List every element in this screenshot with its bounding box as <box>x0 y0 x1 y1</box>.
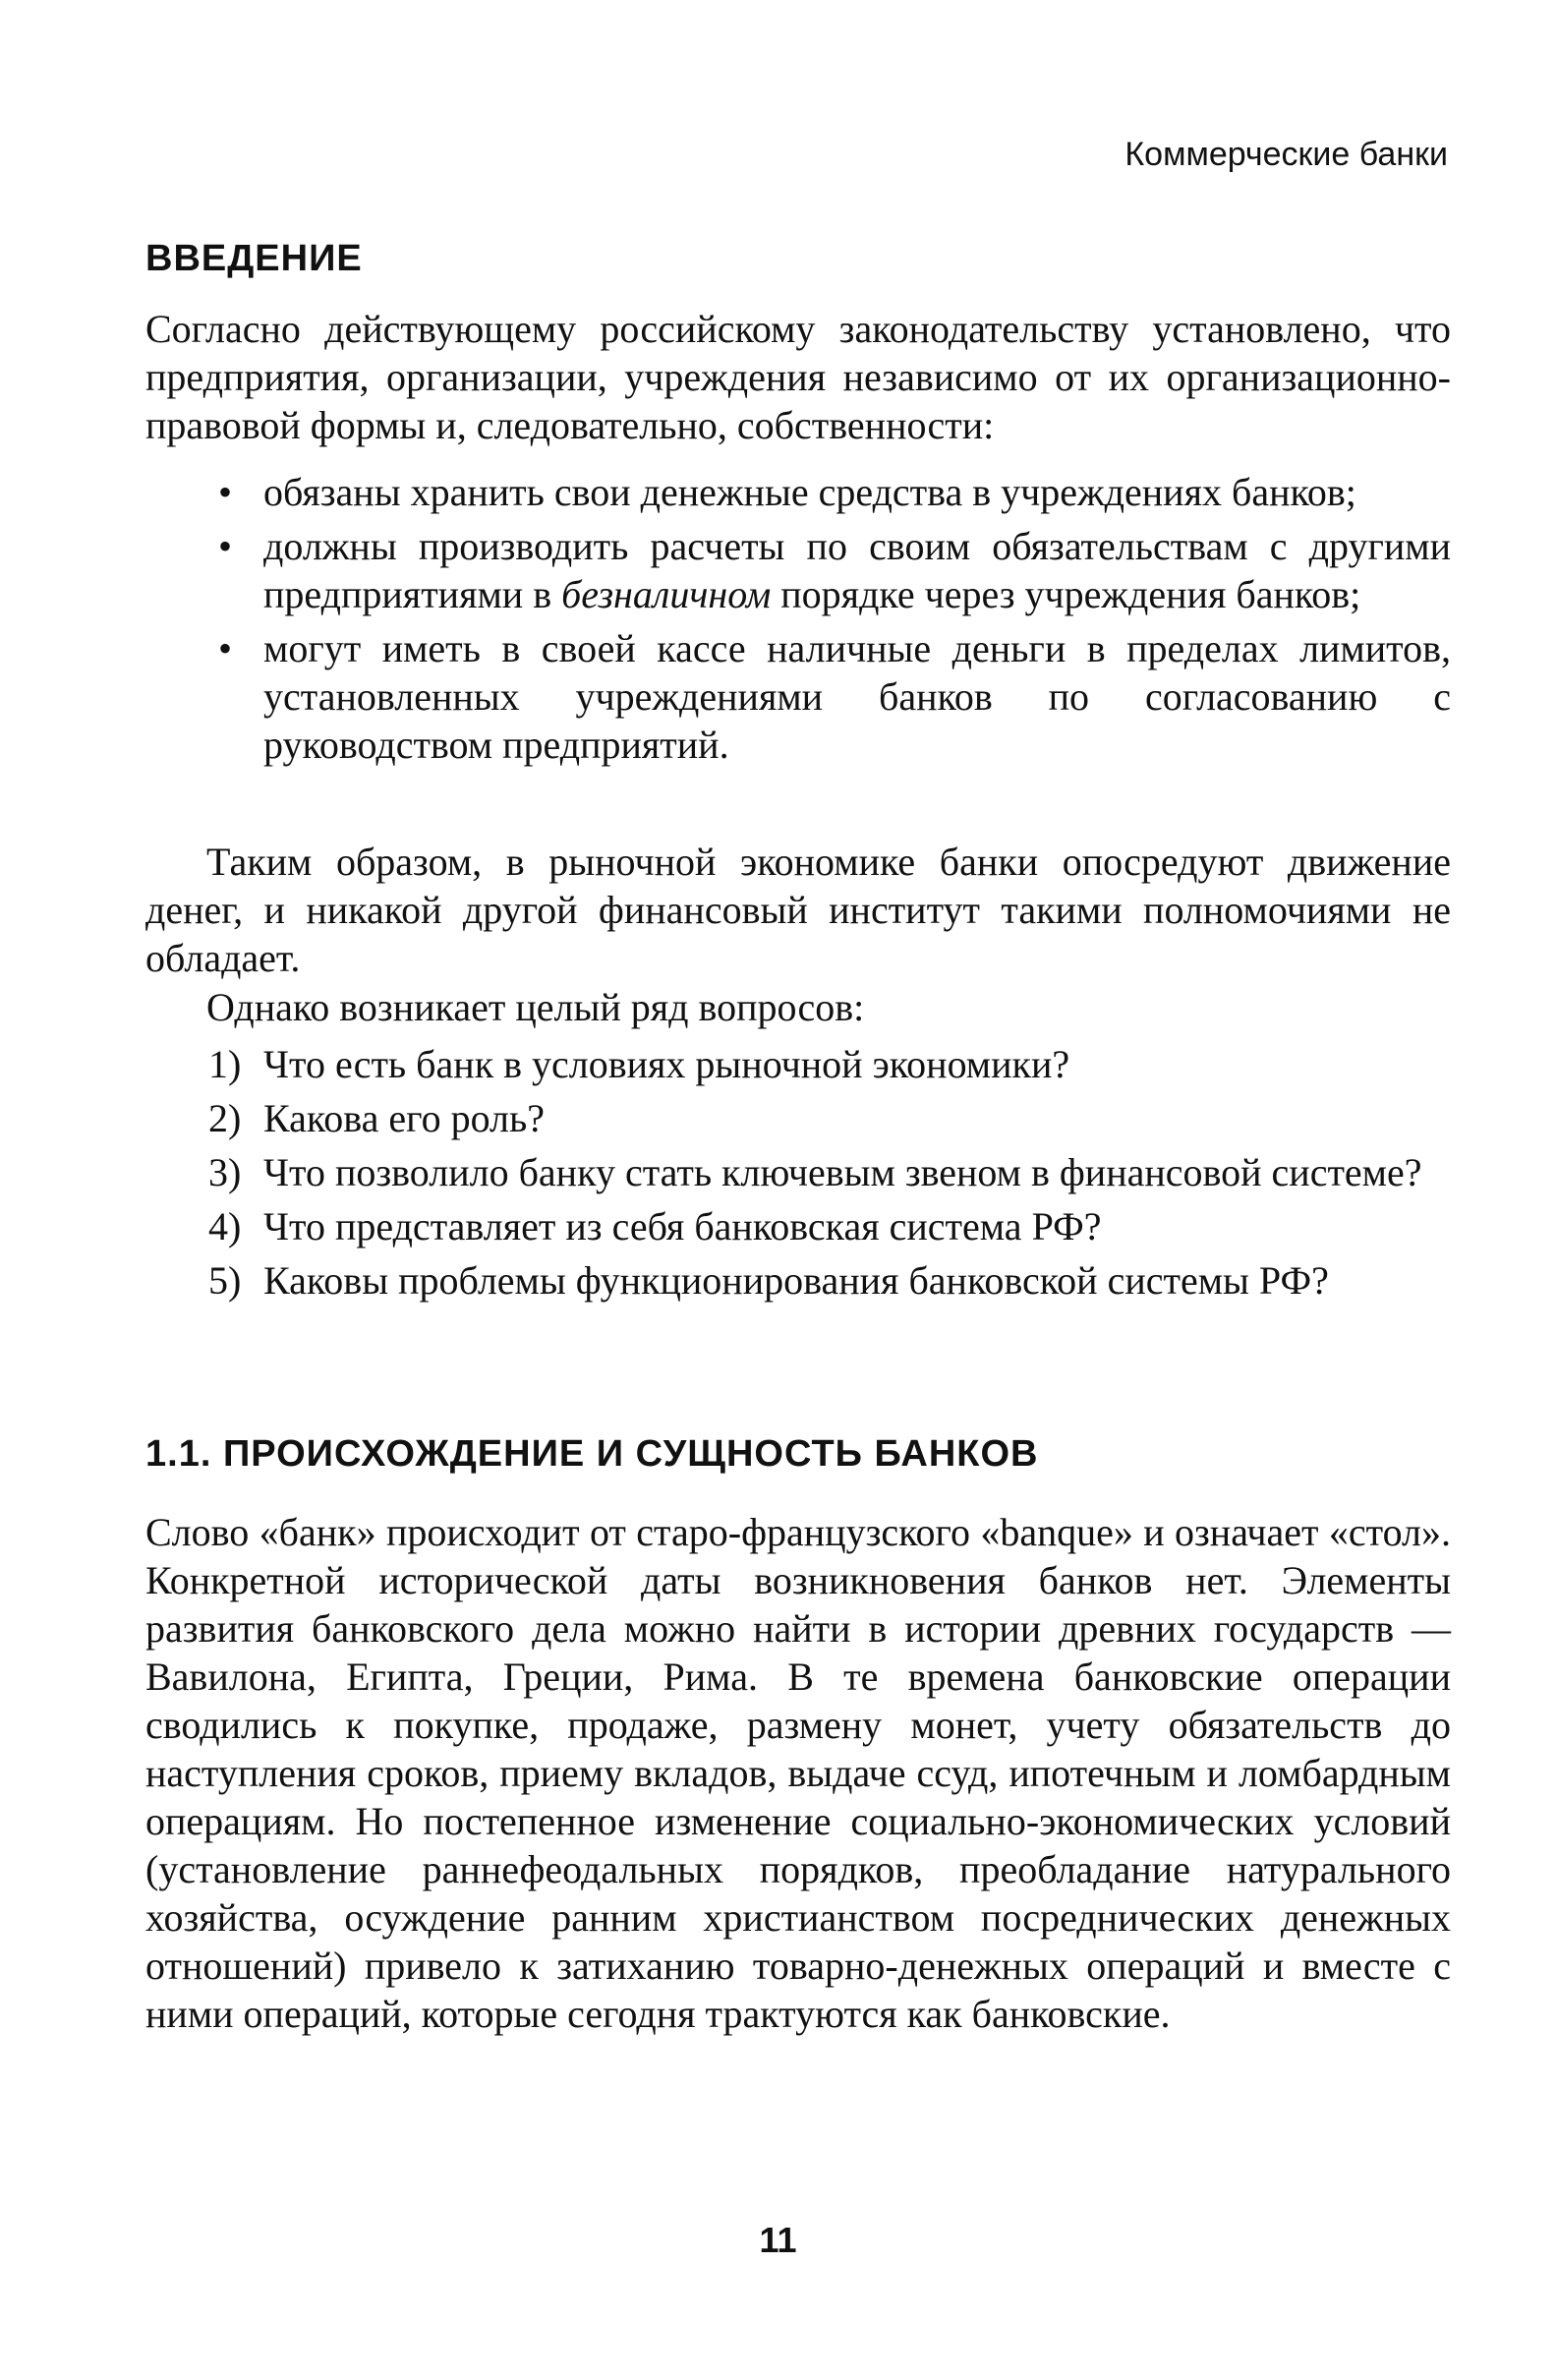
questions-list <box>145 1040 1451 1310</box>
list-item <box>145 1256 1451 1305</box>
page-number: 11 <box>759 2220 797 2260</box>
bullet-icon: • <box>218 470 233 514</box>
running-head: Коммерческие банки <box>1124 136 1448 173</box>
question-text: Что позволило банку стать ключевым звеном в финансовой системе? <box>263 1150 1422 1194</box>
bullet-text-after: порядке через учреждения банков; <box>771 572 1361 616</box>
section-paragraph: Слово «банк» происходит от старо-французского «banque» и означает «стол». Конкретной исторической даты возникновения банков нет. Элементы развития банковского дела можно найти в истории древних государств — Вавилона, Египта, Греции, Рима. В те времена банковские операции сводились к покупке, продаже, размену монет, учету обязательств до наступления сроков, приему вкладов, выдаче ссуд, ипотечным и ломбардным операциям. Но постепенное изменение социально-экономических условий (установление раннефеодальных порядков, преобладание натурального хозяйства, осуждение ранним христианством посреднических денежных отношений) привело к затиханию товарно-денежных операций и вместе с ними операций, которые сегодня трактуются как банковские. <box>145 1510 1451 2036</box>
question-number: 1) <box>208 1042 242 1086</box>
list-item <box>145 1040 1451 1088</box>
list-item <box>145 1202 1451 1250</box>
question-text: Каковы проблемы функционирования банковской системы РФ? <box>263 1258 1329 1303</box>
question-text: Что есть банк в условиях рыночной экономики? <box>263 1042 1070 1086</box>
question-number: 5) <box>208 1258 242 1303</box>
bullet-text-before: должны производить расчеты по своим обязательствам с другими предприятиями в <box>263 524 1451 616</box>
bullet-text: обязаны хранить свои денежные средства в учреждениях банков; <box>263 470 1356 514</box>
intro-heading: ВВЕДЕНИЕ <box>145 238 363 279</box>
list-item <box>145 468 1451 516</box>
section-heading: 1.1. ПРОИСХОЖДЕНИЕ И СУЩНОСТЬ БАНКОВ <box>145 1433 1039 1475</box>
intro-paragraph-1: Согласно действующему российскому законодательству установлено, что предприятия, организации, учреждения независимо от их организационно-правовой формы и, следовательно, собственности: <box>145 307 1451 447</box>
intro-paragraph-2: Таким образом, в рыночной экономике банки опосредуют движение денег, и никакой другой финансовый институт такими полномочиями не обладает. <box>145 840 1451 980</box>
question-text: Что представляет из себя банковская система РФ? <box>263 1204 1102 1248</box>
question-number: 2) <box>208 1096 242 1140</box>
bullet-list <box>145 468 1451 775</box>
list-item <box>145 624 1451 769</box>
bullet-icon: • <box>218 626 233 670</box>
bullet-icon: • <box>218 524 233 568</box>
question-number: 4) <box>208 1204 242 1248</box>
list-item <box>145 1094 1451 1142</box>
intro-paragraph-3: Однако возникает целый ряд вопросов: <box>206 985 865 1029</box>
question-text: Какова его роль? <box>263 1096 546 1140</box>
bullet-text: могут иметь в своей кассе наличные деньги в пределах лимитов, установленных учреждениями банков по согласованию с руководством предприятий. <box>263 626 1451 767</box>
list-item <box>145 1148 1451 1196</box>
list-item <box>145 522 1451 618</box>
bullet-text-italic: безналичном <box>561 572 772 616</box>
question-number: 3) <box>208 1150 242 1194</box>
